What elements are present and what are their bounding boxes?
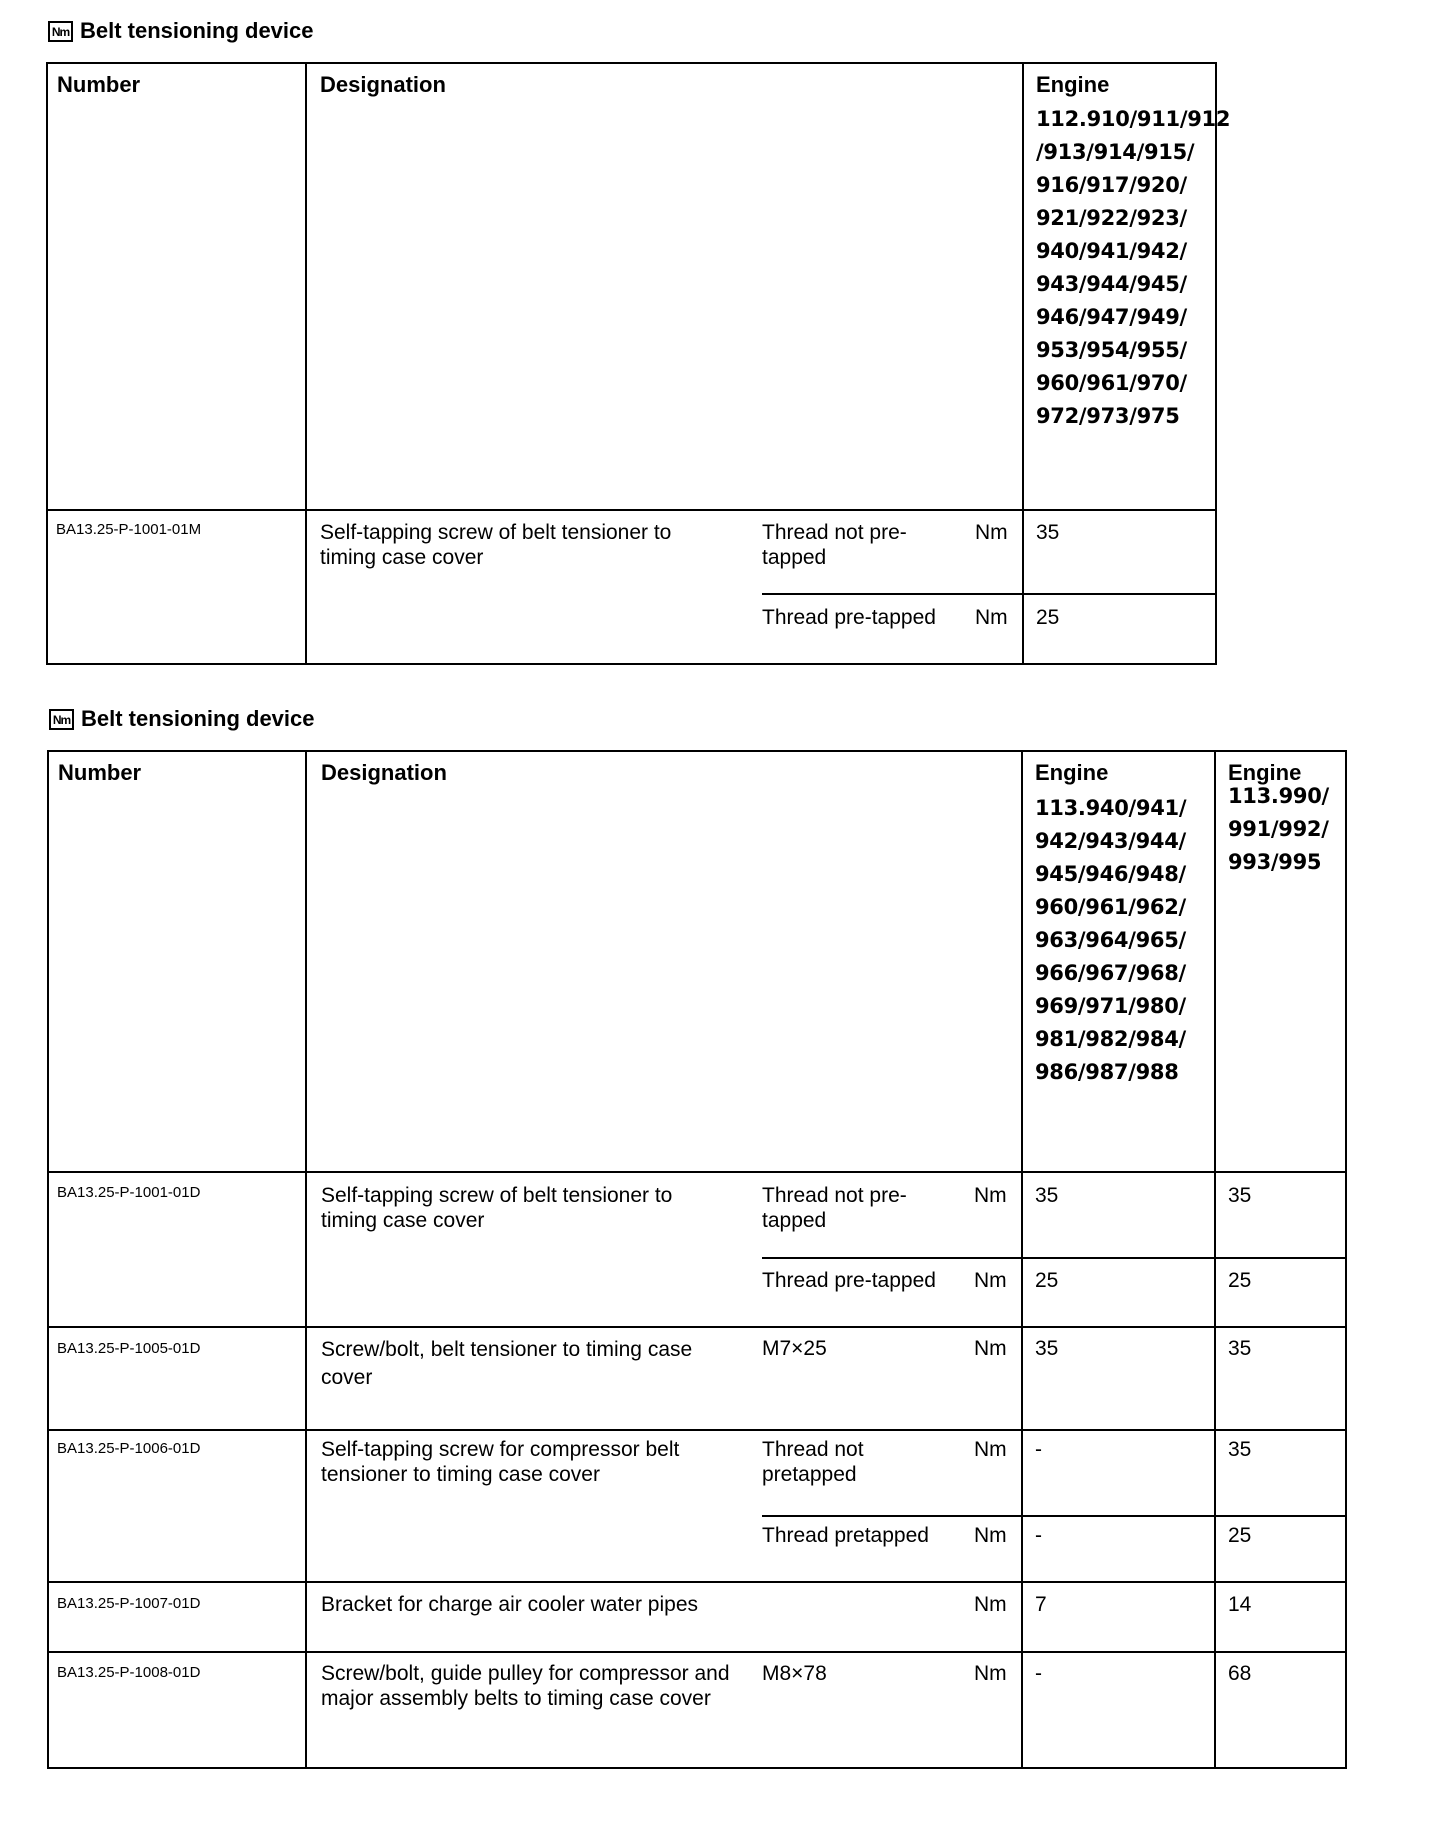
- torque-value-engine-2: 68: [1228, 1662, 1252, 1685]
- torque-value: 35: [1036, 521, 1060, 544]
- header-engine: Engine: [1036, 72, 1110, 97]
- torque-value-engine-2: 35: [1228, 1184, 1252, 1207]
- header-number: Number: [57, 72, 141, 97]
- part-number: BA13.25-P-1006-01D: [57, 1440, 201, 1457]
- designation: Screw/bolt, belt tensioner to timing case cover: [321, 1338, 693, 1389]
- condition: M8×78: [762, 1662, 827, 1685]
- torque-value-engine-2: 35: [1228, 1438, 1252, 1461]
- condition: Thread not pre-tapped: [762, 1184, 907, 1232]
- unit: Nm: [974, 1593, 1007, 1616]
- condition: Thread pre-tapped: [762, 1269, 936, 1292]
- unit: Nm: [975, 606, 1008, 629]
- torque-value: 25: [1036, 606, 1060, 629]
- part-number: BA13.25-P-1007-01D: [57, 1595, 201, 1612]
- torque-value-engine-1: -: [1035, 1524, 1042, 1547]
- engine-models: 112.910/911/912 /913/914/915/ 916/917/920/ 921/922/923/ 940/941/942/ 943/944/945/ 946/947/949/ 953/954/955/ 960/961/970/ 972/973/975: [1036, 107, 1231, 428]
- header-number: Number: [58, 760, 142, 785]
- part-number: BA13.25-P-1001-01D: [57, 1184, 201, 1201]
- torque-value-engine-1: 35: [1035, 1184, 1059, 1207]
- unit: Nm: [974, 1524, 1007, 1547]
- header-designation: Designation: [320, 72, 446, 97]
- condition: Thread pretapped: [762, 1524, 929, 1547]
- torque-value-engine-1: 7: [1035, 1593, 1047, 1616]
- header-engine-2: Engine: [1228, 760, 1302, 785]
- torque-value-engine-1: -: [1035, 1438, 1042, 1461]
- engine-models-2: 113.990/ 991/992/ 993/995: [1228, 784, 1329, 874]
- torque-value-engine-1: 25: [1035, 1269, 1059, 1292]
- condition: Thread pre-tapped: [762, 606, 936, 629]
- unit: Nm: [974, 1438, 1007, 1461]
- header-designation: Designation: [321, 760, 447, 785]
- engine-models-1: 113.940/941/ 942/943/944/ 945/946/948/ 960/961/962/ 963/964/965/ 966/967/968/ 969/971/980/ 981/982/984/ 986/987/988: [1035, 796, 1187, 1084]
- designation: Self-tapping screw for compressor belt tensioner to timing case cover: [321, 1438, 680, 1486]
- part-number: BA13.25-P-1005-01D: [57, 1340, 201, 1357]
- section-title-text: Belt tensioning device: [80, 18, 314, 43]
- part-number: BA13.25-P-1008-01D: [57, 1664, 201, 1681]
- unit: Nm: [974, 1337, 1007, 1360]
- torque-value-engine-2: 14: [1228, 1593, 1252, 1616]
- designation: Bracket for charge air cooler water pipes: [321, 1593, 699, 1616]
- condition: Thread not pre-tapped: [762, 521, 907, 569]
- torque-value-engine-1: 35: [1035, 1337, 1059, 1360]
- designation: Screw/bolt, guide pulley for compressor and major assembly belts to timing case cover: [321, 1662, 730, 1710]
- unit: Nm: [975, 521, 1008, 544]
- unit: Nm: [974, 1269, 1007, 1292]
- section-title: [48, 18, 314, 44]
- torque-table-2: [47, 750, 1347, 1769]
- part-number: BA13.25-P-1001-01M: [56, 521, 202, 538]
- torque-value-engine-2: 25: [1228, 1524, 1252, 1547]
- torque-value-engine-2: 35: [1228, 1337, 1252, 1360]
- section-title: [49, 706, 315, 732]
- torque-table-1: [46, 62, 1231, 665]
- condition: M7×25: [762, 1337, 827, 1360]
- torque-nm-icon: Nm: [48, 21, 73, 42]
- header-engine-1: Engine: [1035, 760, 1109, 785]
- section-title-text: Belt tensioning device: [81, 706, 315, 731]
- torque-value-engine-1: -: [1035, 1662, 1042, 1685]
- torque-value-engine-2: 25: [1228, 1269, 1252, 1292]
- unit: Nm: [974, 1662, 1007, 1685]
- unit: Nm: [974, 1184, 1007, 1207]
- designation: Self-tapping screw of belt tensioner to timing case cover: [321, 1184, 673, 1232]
- torque-nm-icon: Nm: [49, 709, 74, 730]
- condition: Thread not pretapped: [762, 1438, 864, 1486]
- designation: Self-tapping screw of belt tensioner to timing case cover: [320, 521, 672, 569]
